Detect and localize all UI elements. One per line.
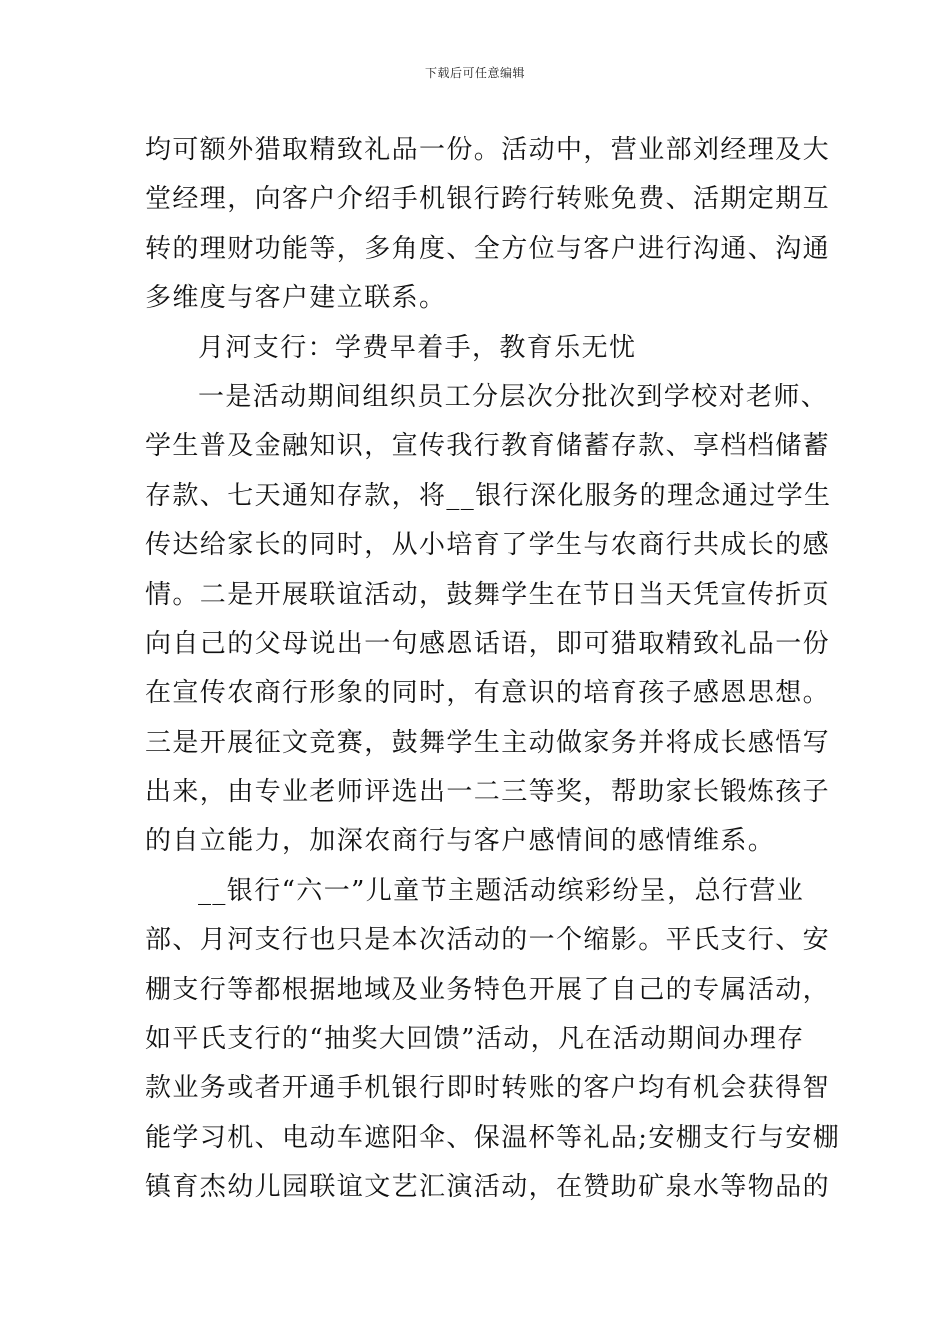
- text-line: 情。二是开展联谊活动，鼓舞学生在节日当天凭宣传折页: [145, 579, 831, 610]
- text-line: 转的理财功能等，多角度、全方位与客户进行沟通、沟通: [145, 233, 831, 264]
- text-line: 棚支行等都根据地域及业务特色开展了自己的专属活动，: [145, 974, 831, 1005]
- text-line: 学生普及金融知识，宣传我行教育储蓄存款、享档档储蓄: [145, 431, 831, 462]
- document-body: [145, 126, 841, 1213]
- text-line: 一是活动期间组织员工分层次分批次到学校对老师、: [198, 381, 829, 412]
- text-line: 出来，由专业老师评选出一二三等奖，帮助家长锻炼孩子: [145, 777, 831, 808]
- text-line: 在宣传农商行形象的同时，有意识的培育孩子感恩思想。: [145, 678, 831, 709]
- text-line: 堂经理，向客户介绍手机银行跨行转账免费、活期定期互: [145, 184, 831, 215]
- text-line: 镇育杰幼儿园联谊文艺汇演活动，在赞助矿泉水等物品的: [145, 1172, 831, 1203]
- text-line: __银行“六一”儿童节主题活动缤彩纷呈，总行营业: [198, 875, 805, 906]
- text-line: 向自己的父母说出一句感恩话语，即可猎取精致礼品一份: [145, 628, 831, 659]
- text-line: 传达给家长的同时，从小培育了学生与农商行共成长的感: [145, 530, 831, 561]
- text-line: 存款、七天通知存款，将__银行深化服务的理念通过学生: [145, 480, 832, 511]
- text-line: 月河支行：学费早着手，教育乐无忧: [198, 332, 637, 363]
- text-line: 多维度与客户建立联系。: [145, 283, 447, 314]
- text-line: 的自立能力，加深农商行与客户感情间的感情维系。: [145, 826, 776, 857]
- page-header: 下载后可任意编辑: [424, 66, 525, 80]
- text-line: 均可额外猎取精致礼品一份。活动中，营业部刘经理及大: [145, 135, 831, 165]
- text-line: 款业务或者开通手机银行即时转账的客户均有机会获得智: [145, 1073, 831, 1104]
- text-line: 如平氏支行的“抽奖大回馈”活动，凡在活动期间办理存: [145, 1024, 805, 1055]
- text-line: 部、月河支行也只是本次活动的一个缩影。平氏支行、安: [145, 925, 831, 956]
- text-line: 三是开展征文竞赛，鼓舞学生主动做家务并将成长感悟写: [145, 727, 831, 758]
- text-line: 能学习机、电动车遮阳伞、保温杯等礼品;安棚支行与安棚: [145, 1122, 841, 1153]
